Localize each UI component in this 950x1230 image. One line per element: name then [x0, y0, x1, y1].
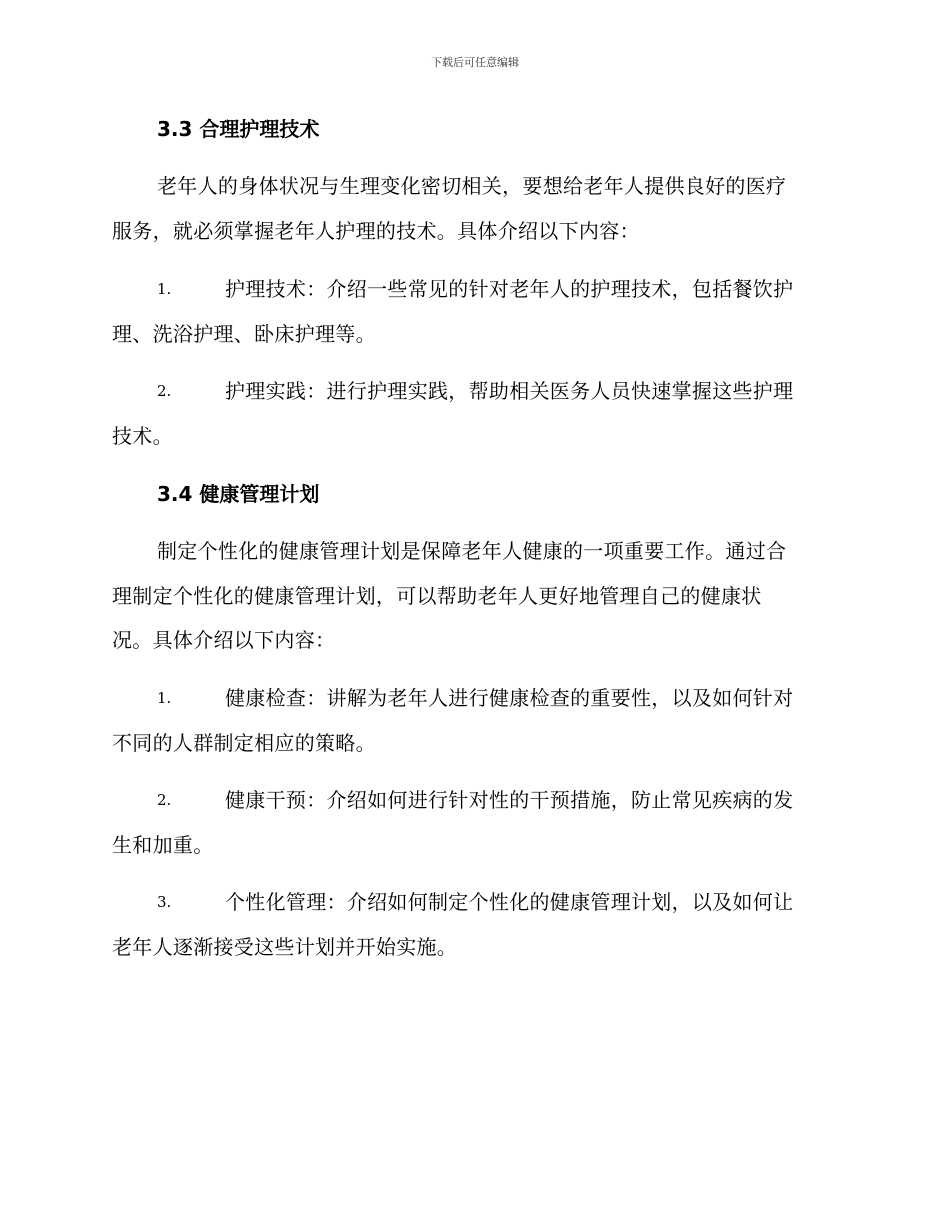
list-item-text: 技术。: [112, 424, 173, 448]
list-number: 2.: [157, 382, 172, 400]
list-number: 1.: [157, 689, 172, 707]
section-heading-3-4: 3.4 健康管理计划: [157, 482, 320, 506]
paragraph-line: 制定个性化的健康管理计划是保障老年人健康的一项重要工作。通过合: [157, 539, 787, 563]
paragraph-line: 况。具体介绍以下内容：: [112, 628, 336, 652]
page-header: 下载后可任意编辑: [431, 56, 519, 69]
list-number: 1.: [157, 280, 172, 298]
list-item-text: 生和加重。: [112, 833, 214, 857]
paragraph-line: 理制定个性化的健康管理计划，可以帮助老年人更好地管理自己的健康状: [112, 584, 762, 608]
paragraph-line: 老年人的身体状况与生理变化密切相关，要想给老年人提供良好的医疗: [157, 174, 787, 198]
list-item-text: 老年人逐渐接受这些计划并开始实施。: [112, 935, 458, 959]
list-number: 2.: [157, 791, 172, 809]
list-item-text: 健康检查：讲解为老年人进行健康检查的重要性，以及如何针对: [225, 686, 794, 710]
list-item-text: 护理实践：进行护理实践，帮助相关医务人员快速掌握这些护理: [225, 379, 794, 403]
list-item-text: 不同的人群制定相应的策略。: [112, 731, 376, 755]
list-item-text: 个性化管理：介绍如何制定个性化的健康管理计划，以及如何让: [225, 890, 794, 914]
list-item-text: 理、洗浴护理、卧床护理等。: [112, 322, 376, 346]
paragraph-line: 服务，就必须掌握老年人护理的技术。具体介绍以下内容：: [112, 219, 640, 243]
section-heading-3-3: 3.3 合理护理技术: [157, 117, 320, 141]
list-item-text: 护理技术：介绍一些常见的针对老年人的护理技术，包括餐饮护: [225, 277, 794, 301]
list-number: 3.: [157, 893, 172, 911]
list-item-text: 健康干预：介绍如何进行针对性的干预措施，防止常见疾病的发: [225, 788, 794, 812]
